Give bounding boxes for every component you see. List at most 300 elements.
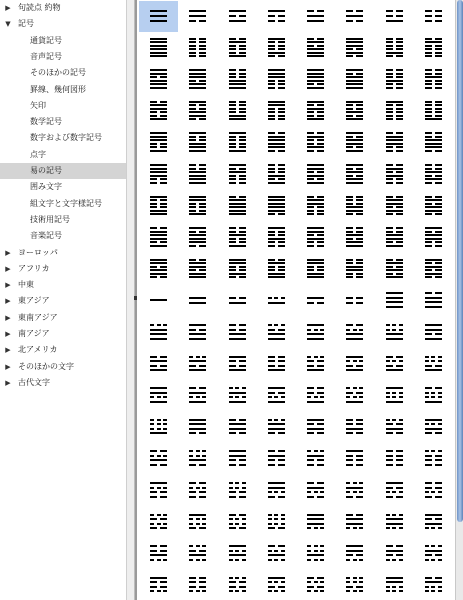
symbol-glyph — [425, 196, 442, 216]
symbol-glyph — [229, 259, 246, 279]
symbol-cell[interactable] — [139, 317, 178, 348]
symbol-glyph — [386, 354, 403, 374]
symbol-glyph — [425, 227, 442, 247]
symbol-glyph — [150, 575, 167, 595]
symbol-cell[interactable] — [414, 254, 453, 285]
symbol-cell[interactable] — [178, 33, 217, 64]
symbol-cell[interactable] — [257, 159, 296, 190]
symbol-cell[interactable] — [414, 412, 453, 443]
symbol-glyph — [386, 575, 403, 595]
symbol-glyph — [386, 259, 403, 279]
symbol-glyph — [425, 417, 442, 437]
symbol-glyph — [268, 69, 285, 89]
symbol-cell[interactable] — [414, 538, 453, 569]
symbol-glyph — [229, 6, 246, 26]
symbol-cell[interactable] — [139, 127, 178, 158]
sidebar-item-label: 古代文字 — [18, 377, 50, 387]
symbol-cell[interactable] — [257, 349, 296, 380]
symbol-cell[interactable] — [139, 475, 178, 506]
sidebar-item-label: そのほかの記号 — [30, 68, 86, 78]
symbol-glyph — [268, 38, 285, 58]
symbol-cell[interactable] — [257, 96, 296, 127]
symbol-cell[interactable] — [375, 96, 414, 127]
symbol-cell[interactable] — [335, 349, 374, 380]
symbol-glyph — [346, 6, 363, 26]
sidebar-subitem[interactable] — [0, 130, 126, 146]
symbol-glyph — [346, 385, 363, 405]
symbol-glyph — [150, 259, 167, 279]
symbol-cell[interactable] — [257, 1, 296, 32]
symbol-cell[interactable] — [218, 507, 257, 538]
symbol-cell[interactable] — [218, 96, 257, 127]
symbol-glyph — [346, 512, 363, 532]
sidebar-subitem[interactable] — [0, 82, 126, 98]
symbol-glyph — [386, 101, 403, 121]
symbol-glyph — [307, 480, 324, 500]
symbol-cell[interactable] — [375, 443, 414, 474]
symbol-cell[interactable] — [414, 222, 453, 253]
symbol-glyph — [229, 354, 246, 374]
symbol-cell[interactable] — [178, 475, 217, 506]
symbol-glyph — [189, 543, 206, 563]
symbol-glyph — [229, 543, 246, 563]
symbol-cell[interactable] — [218, 538, 257, 569]
symbol-cell[interactable] — [335, 33, 374, 64]
triangle-right-icon[interactable]: ▶ — [5, 378, 11, 387]
symbol-cell[interactable] — [178, 380, 217, 411]
symbol-cell[interactable] — [335, 443, 374, 474]
symbol-cell[interactable] — [139, 1, 178, 32]
triangle-down-icon[interactable]: ▼ — [5, 20, 11, 29]
sidebar-category[interactable] — [0, 277, 126, 293]
symbol-glyph — [268, 322, 285, 342]
symbol-glyph — [425, 575, 442, 595]
sidebar-subitem[interactable] — [0, 114, 126, 130]
symbol-cell[interactable] — [296, 127, 335, 158]
sidebar-subitem[interactable] — [0, 179, 126, 195]
symbol-glyph — [307, 196, 324, 216]
symbol-cell[interactable] — [139, 412, 178, 443]
symbol-cell[interactable] — [296, 1, 335, 32]
symbol-cell[interactable] — [296, 412, 335, 443]
symbol-glyph — [346, 38, 363, 58]
symbol-cell[interactable] — [296, 317, 335, 348]
triangle-right-icon[interactable]: ▶ — [5, 281, 11, 290]
symbol-cell[interactable] — [375, 570, 414, 600]
symbol-glyph — [229, 227, 246, 247]
symbol-cell[interactable] — [178, 570, 217, 600]
symbol-cell[interactable] — [257, 191, 296, 222]
symbol-cell[interactable] — [218, 380, 257, 411]
symbol-cell[interactable] — [257, 64, 296, 95]
symbol-glyph — [307, 512, 324, 532]
symbol-glyph — [386, 385, 403, 405]
triangle-right-icon[interactable]: ▶ — [5, 297, 11, 306]
symbol-cell[interactable] — [414, 33, 453, 64]
symbol-cell[interactable] — [139, 349, 178, 380]
symbol-cell[interactable] — [218, 33, 257, 64]
symbol-glyph — [189, 512, 206, 532]
symbol-cell[interactable] — [414, 507, 453, 538]
sidebar-category[interactable] — [0, 326, 126, 342]
symbol-cell[interactable] — [414, 443, 453, 474]
symbol-cell[interactable] — [139, 570, 178, 600]
symbol-glyph — [386, 6, 403, 26]
symbol-glyph — [189, 69, 206, 89]
symbol-cell[interactable] — [296, 64, 335, 95]
symbol-glyph — [425, 6, 442, 26]
symbol-cell[interactable] — [139, 222, 178, 253]
symbol-cell[interactable] — [178, 127, 217, 158]
symbol-cell[interactable] — [335, 159, 374, 190]
symbol-cell[interactable] — [178, 222, 217, 253]
sidebar-item-label: そのほかの文字 — [18, 361, 74, 371]
sidebar-subitem[interactable] — [0, 33, 126, 49]
symbol-cell[interactable] — [296, 254, 335, 285]
symbol-cell[interactable] — [296, 33, 335, 64]
symbol-glyph — [150, 543, 167, 563]
symbol-glyph — [229, 132, 246, 152]
symbol-glyph — [268, 259, 285, 279]
symbol-glyph — [229, 322, 246, 342]
symbol-glyph — [386, 417, 403, 437]
symbol-glyph — [150, 38, 167, 58]
symbol-glyph — [425, 38, 442, 58]
symbol-cell[interactable] — [296, 443, 335, 474]
symbol-glyph — [150, 512, 167, 532]
symbol-glyph — [150, 132, 167, 152]
symbol-glyph — [189, 575, 206, 595]
sidebar-category[interactable] — [0, 375, 126, 391]
symbol-cell[interactable] — [257, 33, 296, 64]
sidebar-category[interactable] — [0, 245, 126, 261]
symbol-cell[interactable] — [335, 222, 374, 253]
sidebar-subitem[interactable] — [0, 212, 126, 228]
symbol-cell[interactable] — [178, 96, 217, 127]
sidebar-item-label: 技術用記号 — [30, 214, 70, 224]
symbol-cell[interactable] — [335, 1, 374, 32]
symbol-glyph — [346, 543, 363, 563]
symbol-cell[interactable] — [178, 412, 217, 443]
triangle-right-icon[interactable]: ▶ — [5, 313, 11, 322]
category-sidebar — [0, 0, 126, 600]
sidebar-category[interactable] — [0, 293, 126, 309]
symbol-cell[interactable] — [178, 191, 217, 222]
symbol-cell[interactable] — [414, 64, 453, 95]
symbol-glyph — [229, 69, 246, 89]
sidebar-item-label: 罫線、幾何図形 — [30, 84, 86, 94]
symbol-cell[interactable] — [375, 64, 414, 95]
symbol-glyph — [189, 290, 206, 310]
symbol-glyph — [268, 543, 285, 563]
symbol-cell[interactable] — [335, 64, 374, 95]
symbol-glyph — [189, 448, 206, 468]
sidebar-category[interactable] — [0, 310, 126, 326]
symbol-cell[interactable] — [296, 285, 335, 316]
symbol-cell[interactable] — [375, 191, 414, 222]
symbol-cell[interactable] — [139, 254, 178, 285]
symbol-cell[interactable] — [139, 538, 178, 569]
sidebar-scrollbar[interactable] — [126, 0, 135, 600]
sidebar-item-label: ヨーロッパ — [18, 247, 58, 257]
symbol-glyph — [346, 101, 363, 121]
symbol-glyph — [189, 38, 206, 58]
symbol-cell[interactable] — [257, 317, 296, 348]
symbol-glyph — [425, 480, 442, 500]
symbol-cell[interactable] — [178, 285, 217, 316]
symbol-cell[interactable] — [375, 1, 414, 32]
symbol-cell[interactable] — [218, 349, 257, 380]
symbol-cell[interactable] — [139, 380, 178, 411]
symbol-cell[interactable] — [335, 570, 374, 600]
symbol-cell[interactable] — [335, 380, 374, 411]
symbol-cell[interactable] — [257, 412, 296, 443]
symbol-cell[interactable] — [178, 159, 217, 190]
symbol-cell[interactable] — [296, 380, 335, 411]
symbol-glyph — [425, 132, 442, 152]
symbol-glyph — [346, 259, 363, 279]
triangle-right-icon[interactable]: ▶ — [5, 4, 11, 12]
symbol-cell[interactable] — [257, 570, 296, 600]
symbol-cell[interactable] — [178, 254, 217, 285]
symbol-glyph — [346, 322, 363, 342]
symbol-cell[interactable] — [178, 443, 217, 474]
sidebar-category[interactable] — [0, 342, 126, 358]
sidebar-item-label: 北アメリカ — [18, 345, 58, 355]
symbol-glyph — [268, 480, 285, 500]
sidebar-category[interactable] — [0, 0, 126, 16]
symbol-glyph — [268, 512, 285, 532]
sidebar-subitem[interactable] — [0, 228, 126, 244]
symbol-cell[interactable] — [335, 254, 374, 285]
sidebar-subitem[interactable] — [0, 98, 126, 114]
symbol-cell[interactable] — [414, 475, 453, 506]
sidebar-category[interactable] — [0, 359, 126, 375]
symbol-cell[interactable] — [335, 507, 374, 538]
symbol-glyph — [189, 417, 206, 437]
symbol-glyph — [386, 543, 403, 563]
symbol-glyph — [386, 480, 403, 500]
symbol-cell[interactable] — [375, 475, 414, 506]
symbol-cell[interactable] — [139, 159, 178, 190]
symbol-cell[interactable] — [414, 380, 453, 411]
symbol-cell[interactable] — [414, 317, 453, 348]
symbol-glyph — [386, 38, 403, 58]
sidebar-category[interactable] — [0, 16, 126, 32]
symbol-glyph — [229, 196, 246, 216]
symbol-glyph — [268, 164, 285, 184]
symbol-glyph — [425, 101, 442, 121]
triangle-right-icon[interactable]: ▶ — [5, 330, 11, 338]
symbol-cell[interactable] — [296, 507, 335, 538]
symbol-cell[interactable] — [375, 538, 414, 569]
symbol-grid-scrollbar[interactable] — [455, 0, 463, 600]
symbol-cell[interactable] — [375, 507, 414, 538]
symbol-cell[interactable] — [414, 349, 453, 380]
symbol-cell[interactable] — [335, 285, 374, 316]
symbol-cell[interactable] — [414, 159, 453, 190]
symbol-cell[interactable] — [218, 475, 257, 506]
symbol-glyph — [150, 417, 167, 437]
symbol-cell[interactable] — [218, 317, 257, 348]
symbol-cell[interactable] — [218, 191, 257, 222]
symbol-glyph — [150, 227, 167, 247]
symbol-cell[interactable] — [414, 191, 453, 222]
symbol-cell[interactable] — [296, 349, 335, 380]
sidebar-category[interactable] — [0, 261, 126, 277]
symbol-cell[interactable] — [296, 222, 335, 253]
symbol-cell[interactable] — [139, 285, 178, 316]
symbol-cell[interactable] — [218, 443, 257, 474]
triangle-right-icon[interactable]: ▶ — [5, 248, 11, 257]
symbol-cell[interactable] — [218, 1, 257, 32]
sidebar-item-label: 易の記号 — [30, 166, 62, 175]
symbol-glyph — [307, 101, 324, 121]
sidebar-subitem[interactable] — [0, 196, 126, 212]
symbol-cell[interactable] — [375, 412, 414, 443]
symbol-cell[interactable] — [178, 1, 217, 32]
symbol-glyph — [189, 196, 206, 216]
symbol-glyph — [425, 259, 442, 279]
symbol-cell[interactable] — [257, 507, 296, 538]
symbol-cell[interactable] — [178, 317, 217, 348]
sidebar-item-label: 音楽記号 — [30, 231, 62, 241]
symbol-glyph — [189, 164, 206, 184]
symbol-glyph — [307, 69, 324, 89]
symbol-cell[interactable] — [257, 222, 296, 253]
symbol-cell[interactable] — [375, 317, 414, 348]
symbol-cell[interactable] — [178, 64, 217, 95]
symbol-glyph — [346, 290, 363, 310]
symbol-cell[interactable] — [139, 443, 178, 474]
triangle-right-icon[interactable]: ▶ — [5, 346, 11, 355]
symbol-glyph — [386, 512, 403, 532]
symbol-glyph — [229, 575, 246, 595]
symbol-cell[interactable] — [375, 33, 414, 64]
symbol-cell[interactable] — [257, 475, 296, 506]
symbol-cell[interactable] — [218, 64, 257, 95]
symbol-cell[interactable] — [218, 285, 257, 316]
symbol-cell[interactable] — [218, 127, 257, 158]
symbol-glyph — [346, 480, 363, 500]
symbol-glyph — [307, 575, 324, 595]
symbol-glyph — [346, 132, 363, 152]
symbol-cell[interactable] — [375, 127, 414, 158]
symbol-cell[interactable] — [178, 538, 217, 569]
sidebar-item-label: 矢印 — [30, 100, 46, 110]
symbol-cell[interactable] — [218, 412, 257, 443]
symbol-glyph — [307, 417, 324, 437]
symbol-glyph — [307, 290, 324, 310]
symbol-glyph — [268, 575, 285, 595]
symbol-glyph — [346, 196, 363, 216]
symbol-cell[interactable] — [139, 191, 178, 222]
symbol-cell[interactable] — [375, 349, 414, 380]
triangle-right-icon[interactable]: ▶ — [5, 362, 11, 371]
symbol-cell[interactable] — [139, 96, 178, 127]
symbol-cell[interactable] — [414, 570, 453, 600]
symbol-glyph — [307, 227, 324, 247]
symbol-cell[interactable] — [257, 538, 296, 569]
symbol-cell[interactable] — [335, 127, 374, 158]
scrollbar-thumb[interactable] — [457, 0, 463, 522]
symbol-glyph — [229, 164, 246, 184]
symbol-cell[interactable] — [375, 222, 414, 253]
symbol-cell[interactable] — [335, 412, 374, 443]
symbol-cell[interactable] — [178, 507, 217, 538]
symbol-glyph — [307, 38, 324, 58]
symbol-cell[interactable] — [296, 475, 335, 506]
symbol-cell[interactable] — [257, 254, 296, 285]
symbol-cell[interactable] — [218, 570, 257, 600]
symbol-glyph — [268, 132, 285, 152]
symbol-cell[interactable] — [296, 159, 335, 190]
symbol-cell[interactable] — [335, 96, 374, 127]
symbol-glyph — [346, 448, 363, 468]
symbol-cell[interactable] — [375, 380, 414, 411]
sidebar-subitem[interactable] — [0, 49, 126, 65]
symbol-glyph — [386, 290, 403, 310]
symbol-glyph — [307, 354, 324, 374]
symbol-cell[interactable] — [257, 380, 296, 411]
symbol-glyph — [229, 448, 246, 468]
symbol-cell[interactable] — [296, 570, 335, 600]
symbol-glyph — [229, 480, 246, 500]
symbol-cell[interactable] — [414, 1, 453, 32]
sidebar-subitem[interactable] — [0, 147, 126, 163]
symbol-cell[interactable] — [375, 285, 414, 316]
symbol-cell[interactable] — [414, 285, 453, 316]
symbol-cell[interactable] — [257, 443, 296, 474]
sidebar-subitem[interactable] — [0, 163, 126, 179]
symbol-cell[interactable] — [335, 538, 374, 569]
symbol-cell[interactable] — [178, 349, 217, 380]
symbol-cell[interactable] — [296, 96, 335, 127]
symbol-glyph — [150, 354, 167, 374]
symbol-cell[interactable] — [414, 127, 453, 158]
symbol-cell[interactable] — [335, 191, 374, 222]
symbol-cell[interactable] — [375, 254, 414, 285]
symbol-glyph — [346, 69, 363, 89]
symbol-cell[interactable] — [335, 317, 374, 348]
symbol-glyph — [189, 322, 206, 342]
symbol-cell[interactable] — [375, 159, 414, 190]
symbol-cell[interactable] — [218, 222, 257, 253]
symbol-glyph — [229, 101, 246, 121]
symbol-glyph — [268, 417, 285, 437]
symbol-glyph — [268, 6, 285, 26]
symbol-cell[interactable] — [296, 191, 335, 222]
symbol-cell[interactable] — [257, 127, 296, 158]
symbol-cell[interactable] — [218, 159, 257, 190]
symbol-glyph — [386, 322, 403, 342]
symbol-cell[interactable] — [335, 475, 374, 506]
symbol-glyph — [150, 448, 167, 468]
symbol-cell[interactable] — [218, 254, 257, 285]
symbol-cell[interactable] — [139, 64, 178, 95]
symbol-cell[interactable] — [414, 96, 453, 127]
symbol-glyph — [386, 164, 403, 184]
sidebar-subitem[interactable] — [0, 65, 126, 81]
symbol-cell[interactable] — [257, 285, 296, 316]
sidebar-item-label: 数学記号 — [30, 117, 62, 127]
symbol-glyph — [268, 385, 285, 405]
symbol-cell[interactable] — [139, 33, 178, 64]
triangle-right-icon[interactable]: ▶ — [5, 264, 11, 273]
symbol-cell[interactable] — [296, 538, 335, 569]
symbol-glyph — [189, 227, 206, 247]
symbol-cell[interactable] — [139, 507, 178, 538]
